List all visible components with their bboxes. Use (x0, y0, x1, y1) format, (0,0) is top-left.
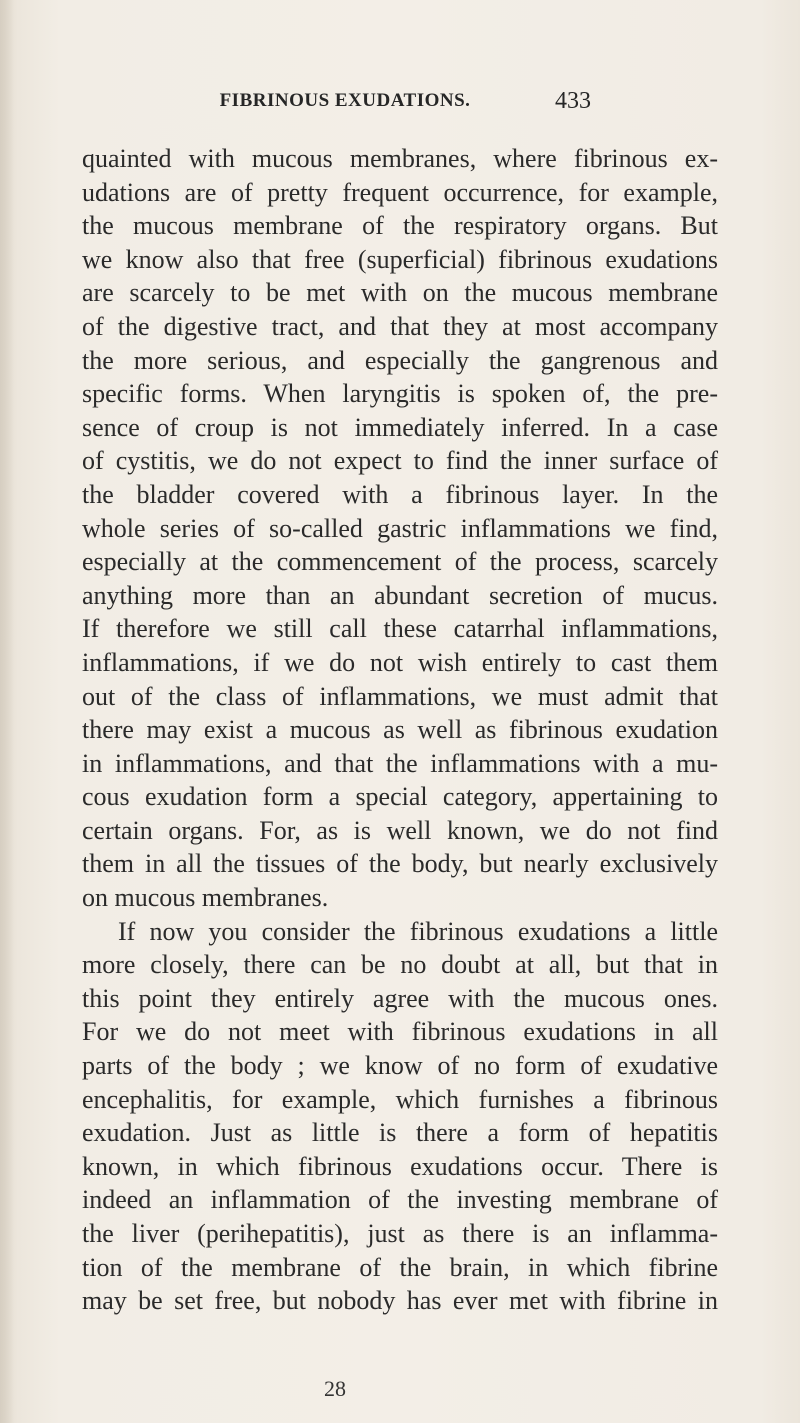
text-line: udations are of pretty frequent occurrence, for example, (82, 177, 718, 207)
text-line: we know also that free (superficial) fibrinous exudations (82, 244, 718, 274)
signature-mark: 28 (324, 1376, 346, 1401)
text-line: more closely, there can be no doubt at all, but that in (82, 950, 718, 980)
text-line: may be set free, but nobody has ever met with fibrine in (82, 1286, 718, 1316)
text-line: especially at the commencement of the process, scarcely (82, 547, 718, 577)
text-line: tion of the membrane of the brain, in which fibrine (82, 1252, 718, 1282)
text-line: inflammations, if we do not wish entirely to cast them (82, 647, 718, 677)
text-line: of cystitis, we do not expect to find the inner surface of (82, 446, 718, 476)
text-line: this point they entirely agree with the mucous ones. (82, 983, 718, 1013)
text-line: in inflammations, and that the inflammations with a mu- (82, 748, 718, 778)
text-line: anything more than an abundant secretion of mucus. (82, 580, 718, 610)
text-line: certain organs. For, as is well known, we do not find (82, 815, 718, 845)
text-line: there may exist a mucous as well as fibrinous exudation (82, 715, 718, 745)
text-line: known, in which fibrinous exudations occur. There is (82, 1151, 718, 1181)
text-line: exudation. Just as little is there a form of hepatitis (82, 1118, 718, 1148)
text-line: parts of the body ; we know of no form of exudative (82, 1051, 718, 1081)
text-line: whole series of so-called gastric inflammations we find, (82, 513, 718, 543)
binding-shadow (0, 0, 14, 1423)
text-line: quainted with mucous membranes, where fibrinous ex- (82, 144, 718, 173)
text-line: cous exudation form a special category, appertaining to (82, 782, 718, 812)
text-line: indeed an inflammation of the investing membrane of (82, 1185, 718, 1215)
page-number: 433 (555, 88, 591, 114)
text-line: of the digestive tract, and that they at most accompany (82, 311, 718, 341)
text-line: specific forms. When laryngitis is spoken of, the pre- (82, 379, 718, 409)
running-title: FIBRINOUS EXUDATIONS. (219, 90, 471, 111)
text-line: out of the class of inflammations, we must admit that (82, 681, 718, 711)
text-line: are scarcely to be met with on the mucous membrane (82, 278, 718, 308)
text-line: the mucous membrane of the respiratory organs. But (82, 211, 718, 241)
text-line: the bladder covered with a fibrinous layer. In the (82, 479, 718, 509)
text-line: encephalitis, for example, which furnishes a fibrinous (82, 1084, 718, 1114)
paragraph-end-line: on mucous membranes. (82, 883, 329, 913)
running-head (0, 88, 800, 128)
paragraph-first-line: If now you consider the fibrinous exudations a little (118, 916, 718, 946)
text-line: the liver (perihepatitis), just as there is an inflamma- (82, 1219, 718, 1248)
text-line: For we do not meet with fibrinous exudations in all (82, 1017, 718, 1047)
text-line: sence of croup is not immediately inferred. In a case (82, 412, 718, 442)
text-line: the more serious, and especially the gangrenous and (82, 345, 718, 375)
body-text (82, 142, 718, 1318)
text-line: them in all the tissues of the body, but nearly exclusively (82, 849, 718, 879)
text-line: If therefore we still call these catarrhal inflammations, (82, 614, 718, 644)
